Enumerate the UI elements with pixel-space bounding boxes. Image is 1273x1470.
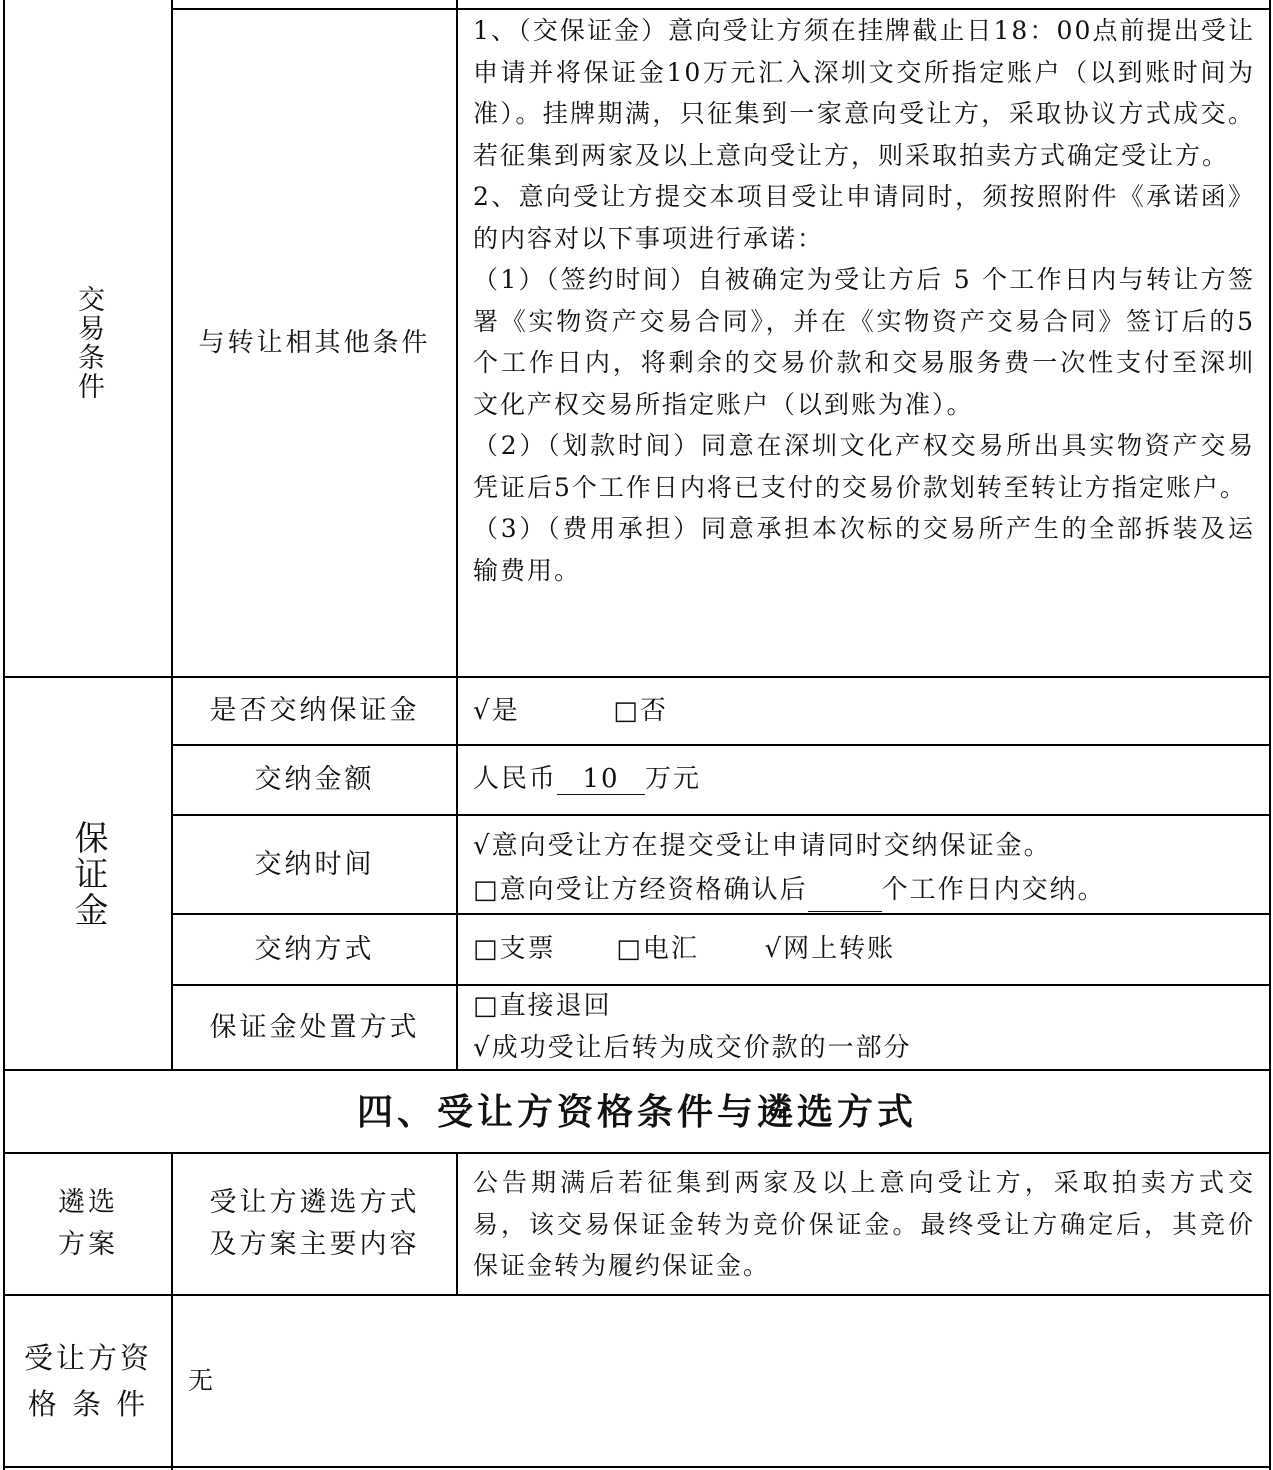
deposit-required-options <box>473 690 1253 732</box>
deposit-method-label <box>173 915 456 984</box>
time-option-2-text-a: 意向受让方经资格确认后 <box>499 875 808 905</box>
selection-group-label-line1: 遴选 <box>58 1187 118 1218</box>
amount-prefix: 人民币 <box>473 764 558 794</box>
row-line-table-bottom <box>3 1466 1271 1468</box>
trade-paragraph-4: （2）（划款时间）同意在深圳文化产权交易所出具实物资产交易凭证后5个工作日内将已支付的交易价款划转至转让方指定账户。 <box>473 431 1255 502</box>
col-line-2-top <box>456 0 458 1070</box>
check-mark-icon: √ <box>473 696 492 726</box>
qualification-value-text: 无 <box>188 1366 216 1395</box>
section-four-heading <box>5 1071 1269 1152</box>
option-cheque-text: 支票 <box>499 934 556 964</box>
other-conditions-label <box>173 10 456 676</box>
other-conditions-label-text: 与转让相其他条件 <box>198 328 431 358</box>
deposit-disposal-label <box>173 986 456 1069</box>
deposit-method-options <box>473 928 1253 970</box>
selection-content <box>473 1162 1255 1287</box>
check-mark-icon: √ <box>764 934 784 964</box>
trade-paragraph-3: （1）（签约时间）自被确定为受让方后 5 个工作日内与转让方签署《实物资产交易合同》，并在《实物资产交易合同》签订后的5个工作日内，将剩余的交易价款和交易服务费一次性支付至深圳文化产权交易所指定账户（以到账为准）。 <box>473 265 1255 419</box>
qualification-label <box>5 1296 171 1466</box>
time-option-1-text: 意向受让方在提交受让申请同时交纳保证金。 <box>491 831 1052 861</box>
qualification-label-line1: 受让方资 <box>23 1341 152 1375</box>
disposal-option-1-text: 直接退回 <box>499 991 612 1021</box>
deposit-amount-label <box>173 746 456 814</box>
option-online-transfer-text: 网上转账 <box>783 934 896 964</box>
check-mark-icon: √ <box>473 1033 492 1063</box>
deposit-method-label-text: 交纳方式 <box>254 933 375 965</box>
days-blank-field[interactable] <box>808 881 882 912</box>
time-option-2-text-b: 个工作日内交纳。 <box>881 875 1106 905</box>
section-four-heading-text: 四、受让方资格条件与遴选方式 <box>356 1090 917 1133</box>
option-wire-text: 电汇 <box>642 934 699 964</box>
time-option-1[interactable] <box>473 824 1253 868</box>
amount-suffix: 万元 <box>645 764 702 794</box>
selection-row-label-line1: 受让方遴选方式 <box>209 1187 420 1218</box>
deposit-time-label-text: 交纳时间 <box>254 848 375 880</box>
selection-content-text: 公告期满后若征集到两家及以上意向受让方，采取拍卖方式交易，该交易保证金转为竞价保证金。最终受让方确定后，其竞价保证金转为履约保证金。 <box>473 1168 1255 1280</box>
trade-paragraph-2: 2、意向受让方提交本项目受让申请同时，须按照附件《承诺函》的内容对以下事项进行承诺： <box>473 182 1255 253</box>
qualification-label-line2: 格 条 件 <box>27 1387 149 1421</box>
disposal-option-1[interactable] <box>473 985 1253 1027</box>
selection-group-label <box>5 1154 171 1294</box>
option-yes-text: 是 <box>491 696 520 726</box>
selection-row-label-line2: 及方案主要内容 <box>209 1229 420 1260</box>
selection-group-label-line2: 方案 <box>58 1229 118 1260</box>
deposit-label-text: 保证金 <box>68 819 108 928</box>
deposit-time-label <box>173 816 456 913</box>
col-line-2-bottom <box>456 1152 458 1295</box>
checkbox-empty-icon: □ <box>613 696 640 726</box>
option-online-transfer[interactable] <box>765 928 896 970</box>
deposit-amount-value <box>473 758 1253 800</box>
deposit-required-label <box>173 678 456 744</box>
other-conditions-content <box>473 10 1255 591</box>
checkbox-empty-icon: □ <box>473 934 500 964</box>
checkbox-empty-icon: □ <box>473 875 500 905</box>
check-mark-icon: √ <box>473 831 492 861</box>
time-option-2[interactable] <box>473 868 1253 912</box>
checkbox-empty-icon: □ <box>616 934 643 964</box>
disposal-option-2-text: 成功受让后转为成交价款的一部分 <box>491 1033 912 1063</box>
checkbox-empty-icon: □ <box>473 991 500 1021</box>
option-yes[interactable] <box>473 690 603 732</box>
deposit-time-options <box>473 824 1253 912</box>
qualification-value <box>188 1360 1248 1402</box>
table-border-right <box>1269 0 1271 1470</box>
option-wire[interactable] <box>616 928 754 970</box>
deposit-group-label <box>5 678 171 1069</box>
trade-paragraph-1: 1、（交保证金）意向受让方须在挂牌截止日18：00点前提出受让申请并将保证金10万元汇入深圳文交所指定账户（以到账时间为准）。挂牌期满，只征集到一家意向受让方，采取协议方式成交。若征集到两家及以上意向受让方，则采取拍卖方式确定受让方。 <box>473 16 1255 170</box>
disposal-option-2[interactable] <box>473 1027 1253 1069</box>
option-cheque[interactable] <box>473 928 606 970</box>
row-line-selection-bottom <box>3 1294 1271 1296</box>
option-no[interactable] <box>613 690 668 732</box>
deposit-disposal-options <box>473 985 1253 1069</box>
deposit-required-label-text: 是否交纳保证金 <box>209 695 420 726</box>
deposit-amount-label-text: 交纳金额 <box>254 764 375 795</box>
option-no-text: 否 <box>639 696 668 726</box>
selection-row-label <box>173 1154 456 1294</box>
deposit-disposal-label-text: 保证金处置方式 <box>209 1011 420 1043</box>
trade-paragraph-5: （3）（费用承担）同意承担本次标的交易所产生的全部拆装及运输费用。 <box>473 514 1255 585</box>
amount-field: 10 <box>557 764 645 795</box>
trade-conditions-label-text: 交易条件 <box>73 285 104 401</box>
trade-conditions-group-label <box>5 10 171 676</box>
